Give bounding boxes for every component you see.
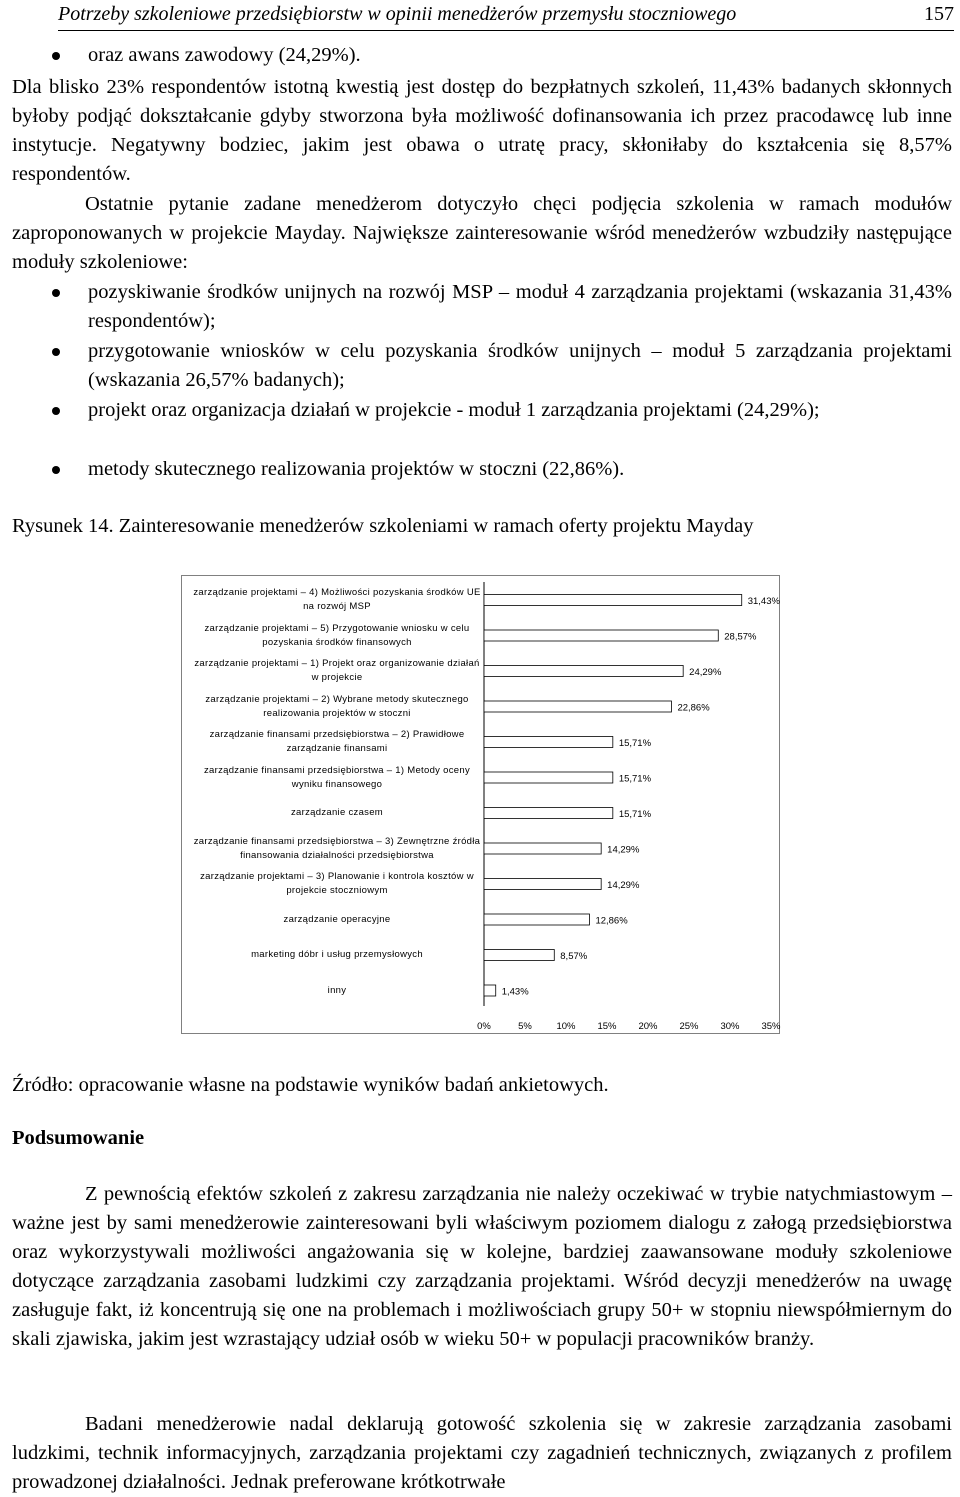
category-label: marketing dóbr i usług przemysłowych <box>251 949 423 960</box>
data-label: 14,29% <box>607 880 640 891</box>
section-heading: Podsumowanie <box>12 1127 145 1149</box>
data-label: 1,43% <box>501 986 529 998</box>
paragraph: Badani menedżerowie nadal deklarują gotowość szkolenia się w zakresie zarządzania zasobami ludzkimi, technik informacyjnych, zarządzania projektami czy zagadnień technicznych, związanych z profilem prowadzonej działalności. Jednak preferowane krótkotrwałe <box>12 1413 952 1493</box>
data-label: 22,86% <box>677 702 710 714</box>
chart-bar <box>484 985 496 996</box>
paragraph: Dla blisko 23% respondentów istotną kwestią jest dostęp do bezpłatnych szkoleń, 11,43% badanych skłonnych byłoby podjąć dokształcanie gdyby stworzona była możliwość dofinansowania ich przez pracodawcę lub inne instytucje. Negatywny bodziec, jakim jest obawa o utratę pracy, skłoniłaby do kształcenia się 8,57% respondentów. <box>12 76 952 185</box>
header-title: Potrzeby szkoleniowe przedsiębiorstw w opinii menedżerów przemysłu stoczniowego <box>58 3 737 25</box>
data-label: 15,71% <box>618 738 652 749</box>
category-label: zarządzanie projektami – 5) Przygotowanie wniosku w celu pozyskania środków finansowych <box>204 622 470 648</box>
paragraph: Ostatnie pytanie zadane menedżerom dotyczyło chęci podjęcia szkolenia w ramach modułów zaproponowanych w projekcie Mayday. Największe zainteresowanie wśród menedżerów wzbudziły następujące moduły szkoleniowe: <box>12 193 952 273</box>
category-label: zarządzanie operacyjne <box>283 913 391 925</box>
data-label: 8,57% <box>560 951 588 962</box>
x-tick-label: 5% <box>518 1021 532 1032</box>
list-item-text: oraz awans zawodowy (24,29%). <box>88 44 361 66</box>
bar-chart <box>181 575 780 1034</box>
list-item-text: projekt oraz organizacja działań w projekcie - moduł 1 zarządzania projektami (24,29%); <box>88 399 820 421</box>
chart-bar <box>484 772 613 783</box>
bullet-icon <box>52 407 60 415</box>
running-header <box>58 0 954 31</box>
category-label: zarządzanie finansami przedsiębiorstwa – 1) Metody oceny wyniku finansowego <box>203 764 471 790</box>
bullet-icon <box>52 52 60 60</box>
chart-bar <box>484 595 742 606</box>
x-tick-label: 30% <box>720 1021 740 1032</box>
category-label: zarządzanie finansami przedsiębiorstwa – 3) Zewnętrzne źródła finansowania działalności przedsiębiorstwa <box>193 835 481 861</box>
chart-bar <box>484 737 613 748</box>
list-item-text: przygotowanie wniosków w celu pozyskania środków unijnych – moduł 5 zarządzania projektami (wskazania 26,57% badanych); <box>88 340 952 391</box>
category-label: zarządzanie projektami – 3) Planowanie i kontrola kosztów w projekcie stoczniowym <box>200 871 474 896</box>
list-item-text: metody skutecznego realizowania projektów w stoczni (22,86%). <box>88 458 625 480</box>
data-label: 15,71% <box>618 773 652 785</box>
chart-bar <box>484 808 613 819</box>
data-label: 15,71% <box>618 809 652 820</box>
category-label: zarządzanie projektami – 2) Wybrane metody skutecznego realizowania projektów w stoczni <box>205 693 469 719</box>
chart-bar <box>484 950 554 961</box>
x-tick-label: 15% <box>597 1021 617 1032</box>
figure-caption: Rysunek 14. Zainteresowanie menedżerów szkoleniami w ramach oferty projektu Mayday <box>12 515 754 537</box>
x-tick-label: 10% <box>556 1021 576 1032</box>
page-number: 157 <box>924 3 954 25</box>
category-label: zarządzanie projektami – 1) Projekt oraz organizowanie działań w projekcie <box>194 658 480 683</box>
category-label: zarządzanie projektami – 4) Możliwości pozyskania środków UE na rozwój MSP <box>193 587 481 612</box>
data-label: 14,29% <box>607 844 640 856</box>
x-tick-label: 35% <box>761 1021 781 1032</box>
data-label: 12,86% <box>595 915 628 927</box>
data-label: 31,43% <box>747 596 780 607</box>
chart-bar <box>484 843 601 854</box>
category-label: zarządzanie finansami przedsiębiorstwa – 2) Prawidłowe zarządzanie finansami <box>209 729 465 754</box>
x-tick-label: 0% <box>477 1021 491 1032</box>
chart-bar <box>484 666 683 677</box>
category-label: inny <box>327 984 347 996</box>
x-tick-label: 20% <box>638 1021 658 1032</box>
chart-bar <box>484 914 589 925</box>
bullet-icon <box>52 466 60 474</box>
category-label: zarządzanie czasem <box>291 807 383 818</box>
chart-bar <box>484 701 671 712</box>
paragraph: Z pewnością efektów szkoleń z zakresu zarządzania nie należy oczekiwać w trybie natychmiastowym – ważne jest by sami menedżerowie zainteresowani byli właściwym poziomem dialogu z załogą przedsiębiorstwa oraz wykorzystywali możliwości angażowania się w kolejne, bardziej zaawansowane moduły szkoleniowe dotyczące zarządzania zasobami ludzkimi czy zarządzania projektami. Wśród decyzji menedżerów na uwagę zasługuje fakt, iż koncentrują się one na problemach i możliwościach grupy 50+ w stopniu niewspółmiernym do skali zjawiska, jakim jest wzrastający udział osób w wieku 50+ w populacji pracowników branży. <box>12 1183 952 1350</box>
chart-bar <box>484 630 718 641</box>
x-tick-label: 25% <box>679 1021 699 1032</box>
chart-bar <box>484 879 601 890</box>
bullet-icon <box>52 348 60 356</box>
data-label: 24,29% <box>689 667 722 678</box>
bullet-icon <box>52 289 60 297</box>
list-item-text: pozyskiwanie środków unijnych na rozwój MSP – moduł 4 zarządzania projektami (wskazania 31,43% respondentów); <box>88 281 952 332</box>
data-label: 28,57% <box>724 631 757 643</box>
figure-source: Źródło: opracowanie własne na podstawie wyników badań ankietowych. <box>12 1074 609 1096</box>
